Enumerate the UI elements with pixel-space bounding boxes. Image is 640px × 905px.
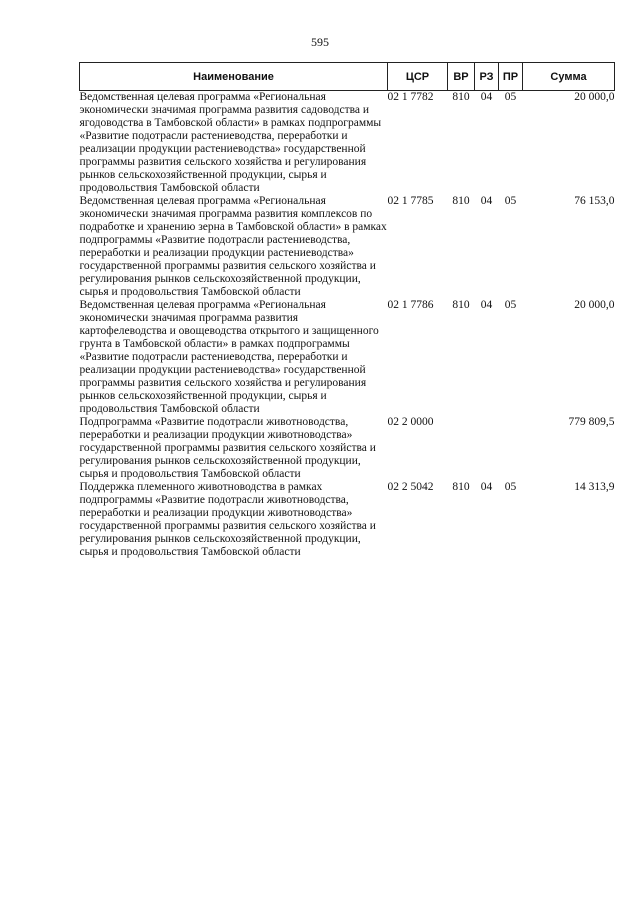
row-sum: 20 000,0 (574, 91, 615, 103)
row-vr: 810 (452, 299, 470, 311)
row-vr: 810 (452, 91, 470, 103)
table-row (80, 416, 615, 481)
row-name: Ведомственная целевая программа «Региональная экономически значимая программа развития картофелеводства и овощеводства открытого и защищенного грунта в Тамбовской области» в рамках подпрограммы «Развитие подотрасли растениеводства, переработки и реализации продукции растениеводства» государственной программы развития сельского хозяйства и регулирования рынков сельскохозяйственной продукции, сырья и продовольствия Тамбовской области (79, 299, 379, 415)
row-vr: 810 (452, 481, 470, 493)
row-csr: 02 2 0000 (387, 416, 434, 428)
row-csr: 02 1 7782 (387, 91, 434, 103)
budget-table (79, 62, 615, 559)
row-sum: 14 313,9 (574, 481, 615, 493)
row-vr: 810 (452, 195, 470, 207)
row-name: Ведомственная целевая программа «Региональная экономически значимая программа развития садоводства и ягодоводства в Тамбовской области» в рамках подпрограммы «Развитие подотрасли растениеводства, переработки и реализации продукции растениеводства» государственной программы развития сельского хозяйства и регулирования рынков сельскохозяйственной продукции, сырья и продовольствия Тамбовской области (79, 91, 382, 194)
row-rz: 04 (480, 91, 493, 103)
row-sum: 20 000,0 (574, 299, 615, 311)
row-pr: 05 (504, 299, 517, 311)
row-rz: 04 (480, 299, 493, 311)
table-row (80, 91, 615, 196)
column-header-rz: РЗ (475, 63, 499, 91)
row-pr: 05 (504, 91, 517, 103)
row-csr: 02 2 5042 (387, 481, 434, 493)
table-row (80, 195, 615, 299)
row-pr: 05 (504, 195, 517, 207)
row-name: Ведомственная целевая программа «Региональная экономически значимая программа развития комплексов по подработке и хранению зерна в Тамбовской области» в рамках подпрограммы «Развитие подотрасли растениеводства, переработки и реализации продукции растениеводства» государственной программы развития сельского хозяйства и регулирования рынков сельскохозяйственной продукции, сырья и продовольствия Тамбовской области (79, 195, 387, 298)
row-name: Подпрограмма «Развитие подотрасли животноводства, переработки и реализации продукции животноводства» государственной программы развития сельского хозяйства и регулирования рынков сельскохозяйственной продукции, сырья и продовольствия Тамбовской области (79, 416, 376, 480)
table-header (80, 63, 615, 91)
row-sum: 76 153,0 (574, 195, 615, 207)
row-name: Поддержка племенного животноводства в рамках подпрограммы «Развитие подотрасли животноводства, переработки и реализации продукции животноводства» государственной программы развития сельского хозяйства и регулирования рынков сельскохозяйственной продукции, сырья и продовольствия Тамбовской области (79, 481, 376, 558)
page-number: 595 (311, 35, 329, 49)
row-pr: 05 (504, 481, 517, 493)
row-rz (475, 416, 499, 481)
row-vr (448, 416, 475, 481)
column-header-name: Наименование (80, 63, 388, 91)
row-pr (499, 416, 523, 481)
column-header-vr: ВР (448, 63, 475, 91)
column-header-csr: ЦСР (388, 63, 448, 91)
row-csr: 02 1 7786 (387, 299, 434, 311)
row-sum: 779 809,5 (568, 416, 615, 428)
column-header-sum: Сумма (523, 63, 615, 91)
column-header-pr: ПР (499, 63, 523, 91)
row-csr: 02 1 7785 (387, 195, 434, 207)
table-row (80, 299, 615, 416)
row-rz: 04 (480, 481, 493, 493)
row-rz: 04 (480, 195, 493, 207)
table-row (80, 481, 615, 559)
